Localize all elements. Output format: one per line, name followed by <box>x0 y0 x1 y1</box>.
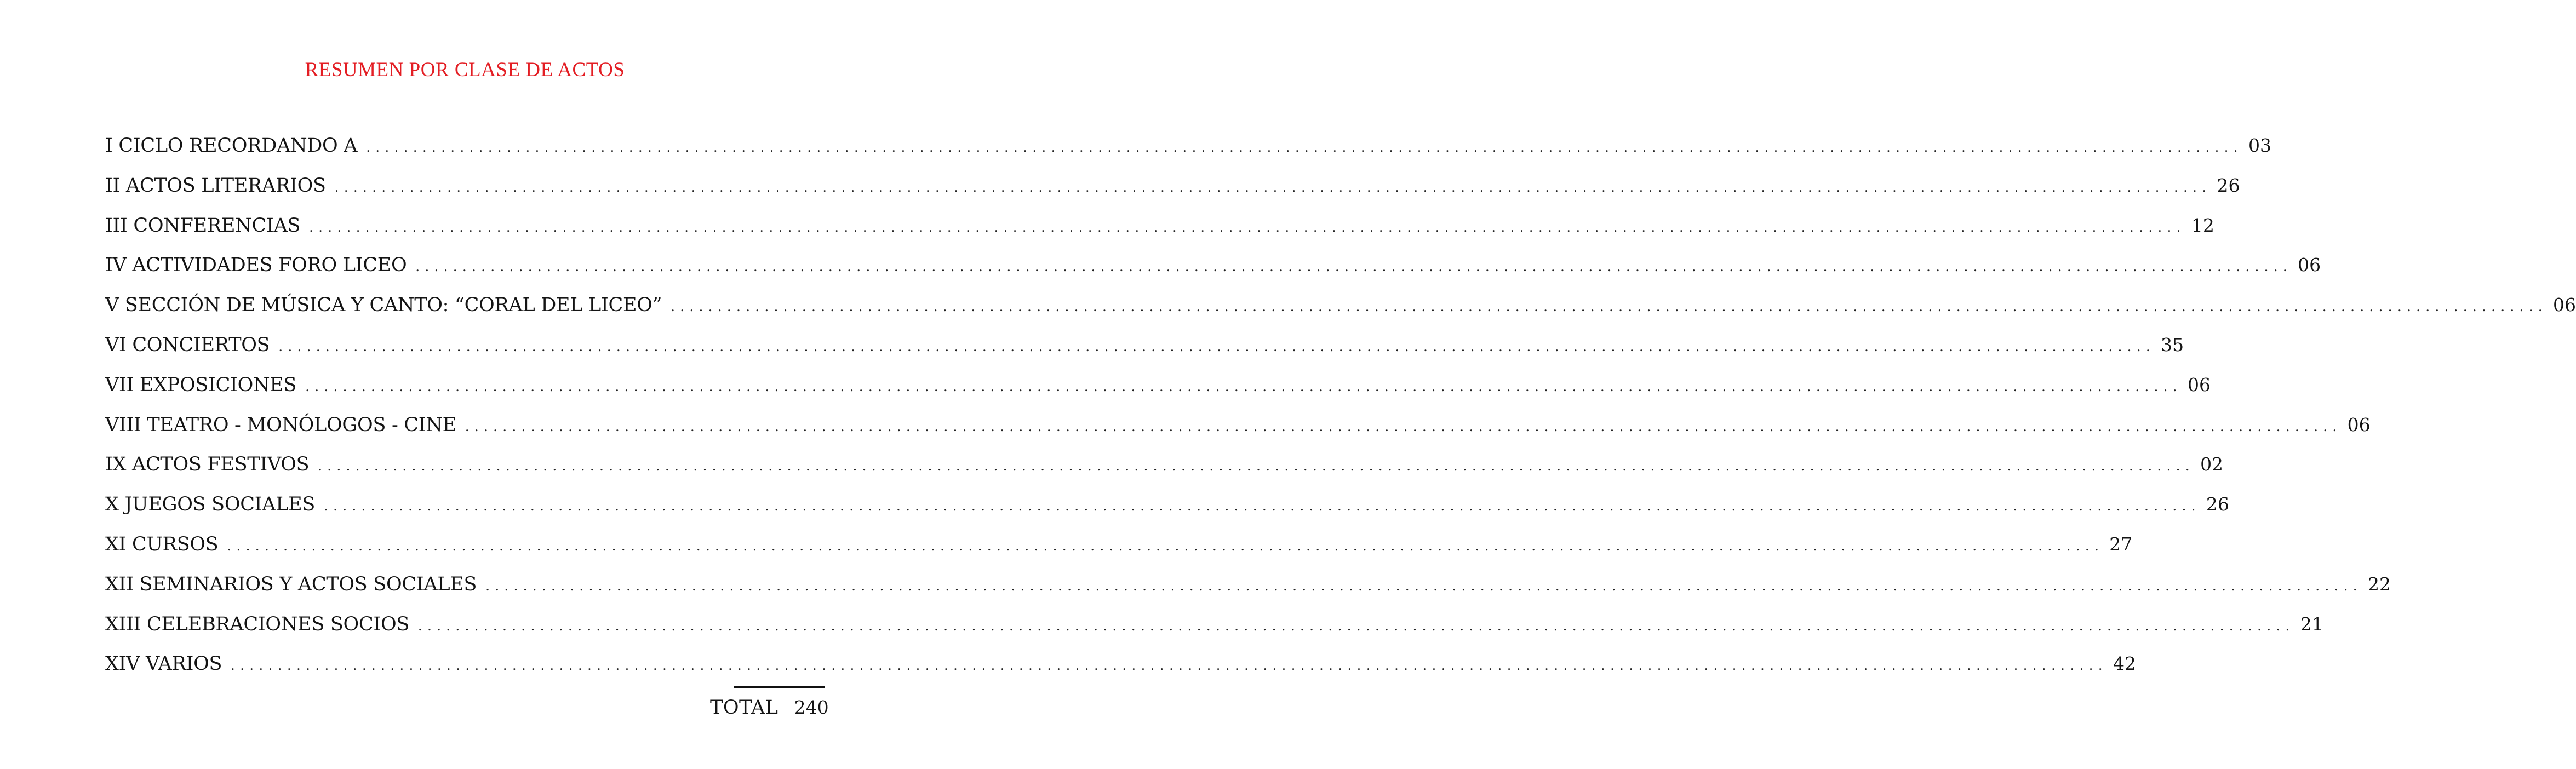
item-count: 06 <box>2553 294 2576 316</box>
item-count: 26 <box>2206 493 2229 515</box>
list-item <box>105 653 2136 693</box>
item-count: 03 <box>2248 135 2272 156</box>
item-label: VI CONCIERTOS <box>105 334 270 356</box>
list-item <box>105 533 2133 573</box>
list-item <box>105 573 2391 613</box>
item-count: 26 <box>2217 174 2240 196</box>
summary-list <box>105 135 2576 693</box>
item-label: IX ACTOS FESTIVOS <box>105 454 310 476</box>
total-rule <box>734 686 825 688</box>
list-item <box>105 454 2224 493</box>
item-count: 06 <box>2188 374 2211 395</box>
item-count: 12 <box>2191 214 2214 236</box>
item-count: 02 <box>2200 454 2224 475</box>
item-label: XIII CELEBRACIONES SOCIOS <box>105 613 410 635</box>
item-label: XI CURSOS <box>105 533 219 555</box>
item-count: 35 <box>2161 334 2184 355</box>
dot-leader: ........................................................................................................................................................................................................ <box>415 259 2293 275</box>
list-item <box>105 334 2184 374</box>
total-label: TOTAL <box>710 697 778 719</box>
item-label: II ACTOS LITERARIOS <box>105 174 326 197</box>
list-item <box>105 374 2211 414</box>
dot-leader: ........................................................................................................................................................................................................ <box>305 378 2182 394</box>
dot-leader: ........................................................................................................................................................................................................ <box>318 458 2195 474</box>
item-count: 06 <box>2347 414 2371 435</box>
item-label: V SECCIÓN DE MÚSICA Y CANTO: “CORAL DEL LICEO” <box>105 294 662 317</box>
item-count: 27 <box>2109 533 2133 555</box>
dot-leader: ........................................................................................................................................................................................................ <box>418 618 2295 634</box>
item-label: X JUEGOS SOCIALES <box>105 493 316 516</box>
dot-leader: ........................................................................................................................................................................................................ <box>671 299 2548 315</box>
total-value: 240 <box>794 697 829 718</box>
item-label: VII EXPOSICIONES <box>105 374 297 396</box>
item-label: VIII TEATRO - MONÓLOGOS - CINE <box>105 414 456 436</box>
item-label: XIV VARIOS <box>105 653 222 675</box>
item-count: 42 <box>2113 653 2136 675</box>
list-item <box>105 254 2321 294</box>
list-item <box>105 613 2323 653</box>
dot-leader: ........................................................................................................................................................................................................ <box>366 140 2243 155</box>
dot-leader: ........................................................................................................................................................................................................ <box>324 498 2201 514</box>
page-title: RESUMEN POR CLASE DE ACTOS <box>305 59 625 81</box>
dot-leader: ........................................................................................................................................................................................................ <box>465 418 2342 434</box>
dot-leader: ........................................................................................................................................................................................................ <box>231 658 2108 674</box>
list-item <box>105 294 2576 334</box>
list-item <box>105 414 2371 454</box>
dot-leader: ........................................................................................................................................................................................................ <box>334 179 2212 195</box>
dot-leader: ........................................................................................................................................................................................................ <box>227 538 2104 554</box>
dot-leader: ........................................................................................................................................................................................................ <box>278 338 2156 354</box>
dot-leader: ........................................................................................................................................................................................................ <box>309 219 2186 235</box>
total-line <box>710 697 829 719</box>
item-count: 22 <box>2368 573 2391 595</box>
list-item <box>105 174 2240 215</box>
item-count: 21 <box>2300 613 2323 635</box>
item-label: IV ACTIVIDADES FORO LICEO <box>105 254 407 277</box>
list-item <box>105 135 2272 175</box>
item-label: I CICLO RECORDANDO A <box>105 135 358 157</box>
list-item <box>105 493 2229 533</box>
list-item <box>105 214 2214 255</box>
item-label: III CONFERENCIAS <box>105 214 301 237</box>
dot-leader: ........................................................................................................................................................................................................ <box>485 578 2362 594</box>
item-count: 06 <box>2298 254 2321 276</box>
item-label: XII SEMINARIOS Y ACTOS SOCIALES <box>105 573 477 595</box>
